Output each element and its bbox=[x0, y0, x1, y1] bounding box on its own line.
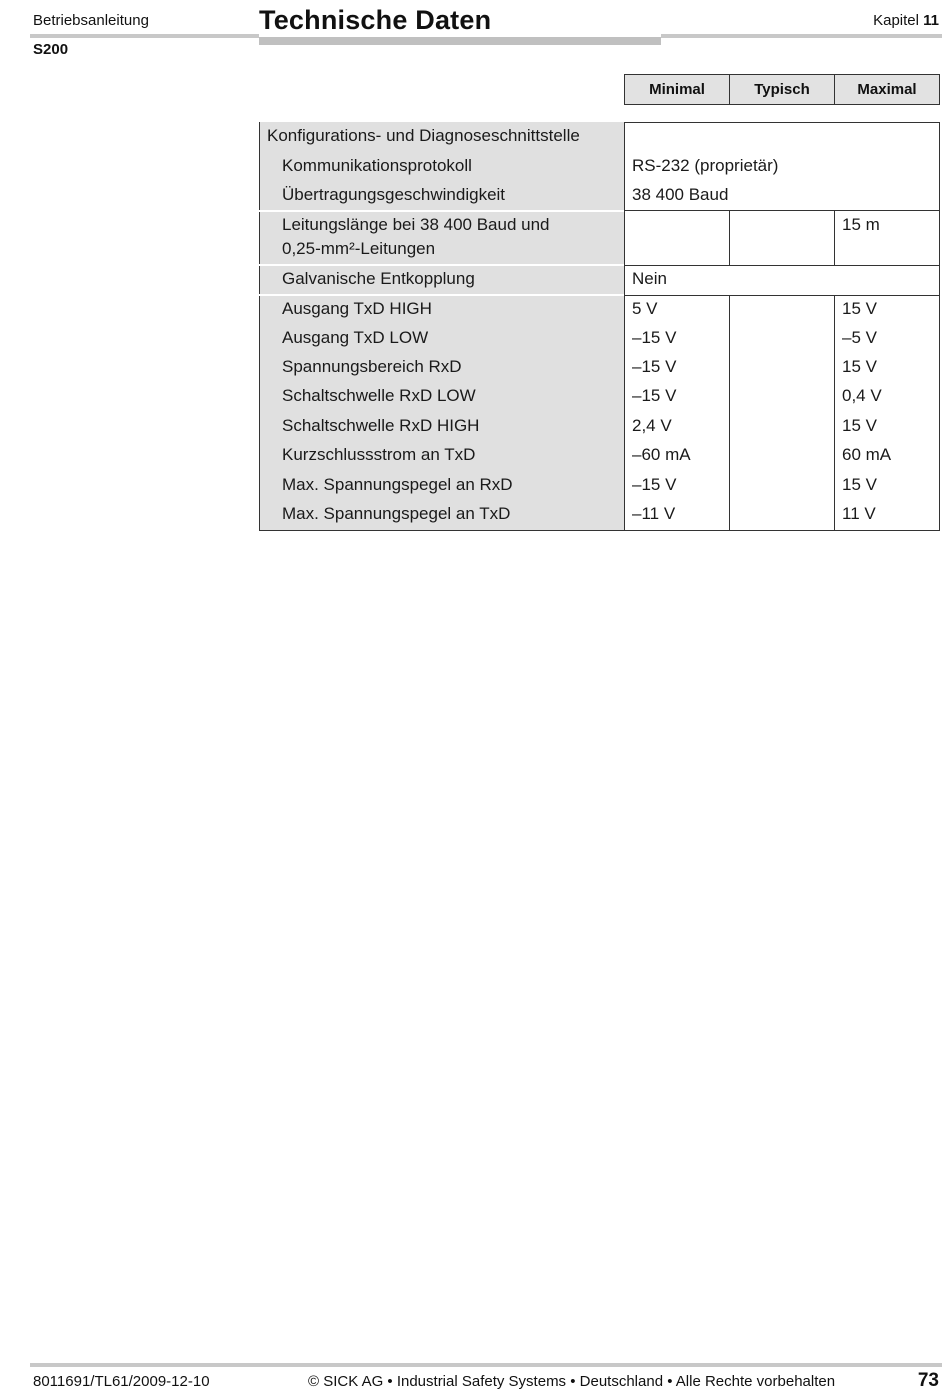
table-border-right bbox=[939, 122, 940, 531]
copyright-notice: © SICK AG • Industrial Safety Systems • Deutschland • Alle Rechte vorbehalten bbox=[308, 1373, 836, 1390]
row-label: Max. Spannungspegel an TxD bbox=[282, 504, 511, 523]
row-label-continued: 0,25-mm²-Leitungen bbox=[282, 239, 436, 258]
chapter-indicator bbox=[873, 12, 939, 29]
column-header-typ: Typisch bbox=[729, 74, 835, 105]
row-max: 11 V bbox=[842, 504, 876, 523]
specifications-table bbox=[259, 122, 940, 531]
row-max: 15 V bbox=[842, 299, 877, 318]
row-min: –15 V bbox=[632, 328, 677, 347]
document-id: 8011691/TL61/2009-12-10 bbox=[33, 1373, 210, 1390]
row-label: Max. Spannungspegel an RxD bbox=[282, 475, 513, 494]
column-header-max: Maximal bbox=[834, 74, 940, 105]
page-number: 73 bbox=[917, 1370, 939, 1391]
row-min: –60 mA bbox=[632, 445, 691, 464]
column-divider bbox=[834, 295, 835, 531]
row-max: 60 mA bbox=[842, 445, 892, 464]
label-value-divider bbox=[624, 122, 625, 531]
label-separator bbox=[259, 264, 624, 266]
group-label: Konfigurations- und Diagnoseschnittstelle bbox=[267, 126, 580, 145]
column-divider bbox=[729, 295, 730, 531]
row-label: Übertragungsgeschwindigkeit bbox=[282, 185, 506, 204]
row-label: Galvanische Entkopplung bbox=[282, 269, 475, 288]
row-divider bbox=[624, 295, 940, 296]
row-label: Spannungsbereich RxD bbox=[282, 357, 462, 376]
label-separator bbox=[259, 210, 624, 212]
row-value: Nein bbox=[632, 269, 667, 288]
row-label: Schaltschwelle RxD LOW bbox=[282, 386, 476, 405]
footer-rule bbox=[30, 1363, 942, 1367]
row-min: 5 V bbox=[632, 299, 658, 318]
row-label: Schaltschwelle RxD HIGH bbox=[282, 416, 480, 435]
row-label: Leitungslänge bei 38 400 Baud und bbox=[282, 215, 550, 234]
chapter-number: 11 bbox=[923, 12, 939, 29]
row-value: RS-232 (proprietär) bbox=[632, 156, 779, 175]
row-max: 15 V bbox=[842, 357, 877, 376]
row-max: 15 V bbox=[842, 475, 877, 494]
row-label: Kommunikationsprotokoll bbox=[282, 156, 472, 175]
row-max: –5 V bbox=[842, 328, 877, 347]
row-max: 15 V bbox=[842, 416, 877, 435]
row-min: 2,4 V bbox=[632, 416, 672, 435]
row-max: 0,4 V bbox=[842, 386, 882, 405]
row-divider bbox=[624, 265, 940, 266]
row-min: –15 V bbox=[632, 357, 677, 376]
page-title: Technische Daten bbox=[259, 5, 492, 35]
table-border-top bbox=[624, 122, 940, 123]
column-divider bbox=[729, 210, 730, 266]
row-min: –11 V bbox=[632, 504, 676, 523]
row-max: 15 m bbox=[842, 215, 880, 234]
product-model: S200 bbox=[33, 41, 69, 58]
header-rule-right bbox=[661, 34, 942, 38]
header-rule-left bbox=[30, 34, 259, 38]
column-divider bbox=[834, 210, 835, 266]
table-border-bottom bbox=[259, 530, 940, 531]
chapter-label: Kapitel bbox=[873, 12, 919, 29]
header-rule-title bbox=[259, 37, 661, 45]
row-min: –15 V bbox=[632, 386, 677, 405]
row-value: 38 400 Baud bbox=[632, 185, 729, 204]
row-min: –15 V bbox=[632, 475, 677, 494]
row-label: Kurzschlussstrom an TxD bbox=[282, 445, 476, 464]
row-divider bbox=[624, 210, 940, 211]
row-label: Ausgang TxD LOW bbox=[282, 328, 429, 347]
label-separator bbox=[259, 294, 624, 296]
table-border-left bbox=[259, 122, 260, 531]
document-type: Betriebsanleitung bbox=[33, 12, 149, 29]
column-header-min: Minimal bbox=[624, 74, 730, 105]
row-label: Ausgang TxD HIGH bbox=[282, 299, 432, 318]
